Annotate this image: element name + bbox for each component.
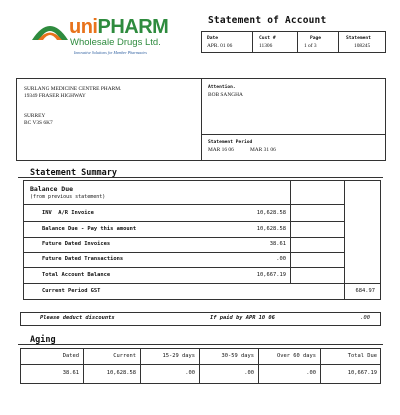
summary-row-label: Future Dated Invoices — [42, 241, 111, 247]
aging-header: 15-29 days — [162, 353, 195, 359]
balance-due-label: Balance Due — [30, 185, 74, 193]
discount-text: Please deduct discounts — [40, 315, 115, 321]
period-to: MAR 31 06 — [250, 147, 276, 153]
aging-value: 10,667.19 — [347, 370, 377, 376]
aging-header: 30-59 days — [221, 353, 254, 359]
customer-postal: BC V3S 6K7 — [24, 120, 53, 126]
discount-amount: .00 — [360, 315, 370, 321]
company-logo — [30, 14, 180, 60]
aging-header: Current — [113, 353, 136, 359]
date-label: Date — [207, 36, 219, 41]
aging-header: Dated — [62, 353, 79, 359]
company-name: uniPHARM — [69, 16, 169, 38]
aging-value: 10,628.58 — [106, 370, 136, 376]
gst-value: 684.97 — [355, 288, 375, 294]
gst-label: Current Period GST — [42, 288, 101, 294]
summary-row-label: Balance Due - Pay this amount — [42, 226, 137, 232]
statement-info-box — [201, 31, 386, 53]
summary-row-value: 10,667.19 — [256, 272, 286, 278]
aging-value: .00 — [244, 370, 254, 376]
aging-header: Total Due — [347, 353, 377, 359]
customer-street: 19349 FRASER HIGHWAY — [24, 93, 86, 99]
summary-row-value: 38.61 — [269, 241, 286, 247]
logo-arc-icon — [30, 18, 70, 42]
period-label: Statement Period — [208, 140, 253, 145]
summary-row-value: 10,628.58 — [256, 226, 286, 232]
summary-row-label: Total Account Balance — [42, 272, 111, 278]
page-label: Page — [310, 36, 322, 41]
company-tagline: Innovative Solutions for Member Pharmacies — [74, 50, 147, 55]
customer-city: SURREY — [24, 113, 46, 119]
date-value: APR. 01 06 — [207, 43, 233, 49]
statement-value: 108245 — [354, 43, 371, 49]
aging-value: .00 — [306, 370, 316, 376]
summary-row-value: .00 — [276, 256, 286, 262]
cust-label: Cust # — [259, 36, 276, 41]
attention-label: Attention. — [208, 85, 236, 90]
page-value: 1 of 3 — [304, 43, 317, 49]
summary-row-label: Future Dated Transactions — [42, 256, 124, 262]
summary-title: Statement Summary — [30, 168, 117, 178]
cust-value: 11306 — [259, 43, 273, 49]
if-paid-text: If paid by APR 10 06 — [210, 315, 275, 321]
company-subtitle: Wholesale Drugs Ltd. — [70, 37, 161, 48]
period-from: MAR 16 06 — [208, 147, 234, 153]
customer-name: SURLANG MEDICINE CENTRE PHARM. — [24, 86, 122, 92]
balance-due-sub: (from previous statement) — [30, 194, 106, 200]
summary-row-value: 10,628.58 — [256, 210, 286, 216]
summary-row-label: INV A/R Invoice — [42, 210, 94, 216]
aging-value: .00 — [185, 370, 195, 376]
aging-title: Aging — [30, 335, 56, 345]
attention-name: BOB SANGHA — [208, 92, 243, 98]
statement-label: Statement — [346, 36, 371, 41]
aging-value: 38.61 — [62, 370, 79, 376]
aging-header: Over 60 days — [277, 353, 316, 359]
page-title: Statement of Account — [208, 15, 327, 26]
